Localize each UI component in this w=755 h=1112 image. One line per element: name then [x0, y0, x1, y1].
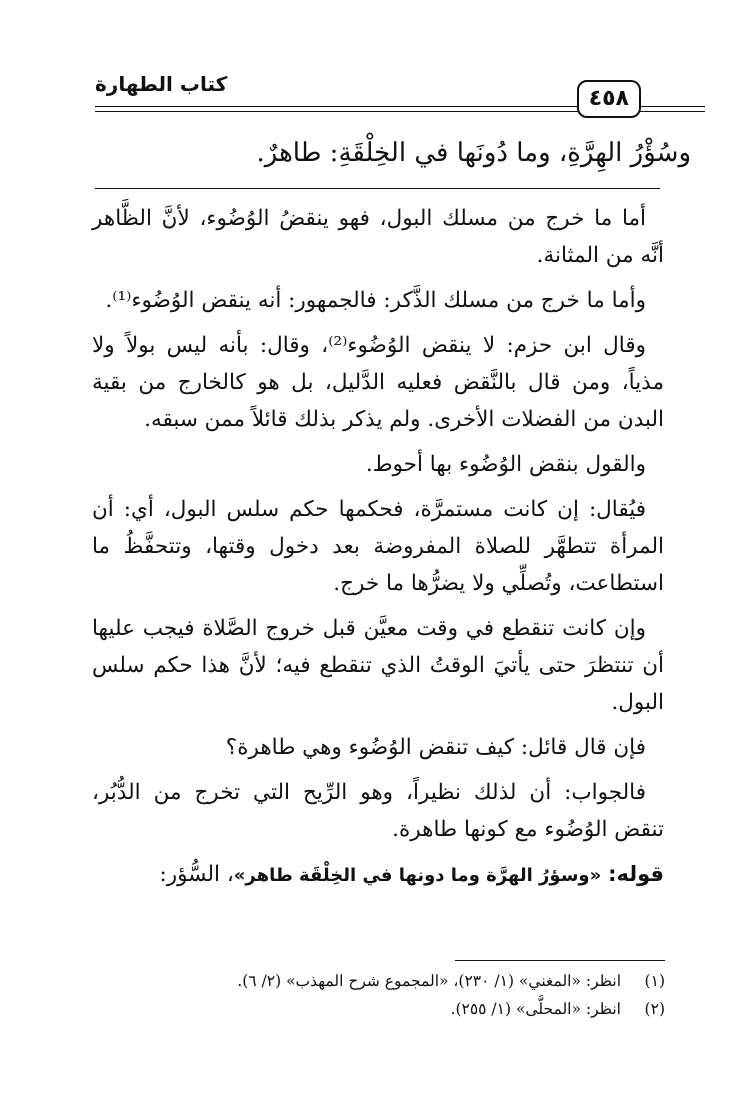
paragraph-continuation: ، السُّؤر:	[159, 862, 234, 887]
page-header	[95, 70, 705, 120]
footnotes	[180, 967, 665, 1023]
paragraph: فيُقال: إن كانت مستمرَّة، فحكمها حكم سلس البول، أي: أن المرأة تتطهَّر للصلاة المفروضة بعد دخول وقتها، وتتحفَّظُ ما استطاعت، وتُصلِّي ولا يضرُّها ما خرج.	[92, 497, 664, 596]
paragraph: فإن قال قائل: كيف تنقض الوُضُوء وهي طاهرة؟	[225, 735, 646, 760]
footnote-text: انظر: «المحلَّى» (١/ ٢٥٥).	[450, 1000, 621, 1018]
book-title: كتاب الطهارة	[95, 72, 233, 96]
footnote-divider	[455, 960, 665, 961]
footnote-item	[180, 967, 665, 995]
footnote-number: (٢)	[644, 1000, 665, 1018]
paragraph: والقول بنقض الوُضُوء بها أحوط.	[365, 452, 646, 477]
page-number: ٤٥٨	[577, 80, 641, 118]
footnote-number: (١)	[644, 972, 665, 990]
paragraph: وأما ما خرج من مسلك الذَّكر: فالجمهور: أنه ينقض الوُضُوء⁽¹⁾.	[105, 288, 646, 313]
qawluh-paragraph	[92, 856, 664, 894]
footnote-item	[180, 995, 665, 1023]
matn-divider	[95, 188, 660, 189]
paragraph: وإن كانت تنقطع في وقت معيَّن قبل خروج الصَّلاة فيجب عليها أن تنتظرَ حتى يأتيَ الوقتُ الذي تنقطع فيه؛ لأنَّ هذا حكم سلس البول.	[92, 616, 664, 715]
qawluh-label: قوله:	[608, 862, 664, 886]
paragraph: فالجواب: أن لذلك نظيراً، وهو الرِّيح التي تخرج من الدُّبُر، تنقض الوُضُوء مع كونها طاهرة.	[92, 780, 664, 842]
commentary-body	[92, 200, 664, 902]
paragraph: أما ما خرج من مسلك البول، فهو ينقضُ الوُضُوء، لأنَّ الظَّاهر أنَّه من المثانة.	[92, 206, 664, 268]
matn-quote: «وسؤرُ الهرَّة وما دونها في الخِلْقَة طاهر»	[233, 865, 602, 886]
paragraph: وقال ابن حزم: لا ينقض الوُضُوء⁽²⁾، وقال: بأنه ليس بولاً ولا مذياً، ومن قال بالنَّقض فعليه الدَّليل، بل هو كالخارج من بقية البدن من الفضلات الأخرى. ولم يذكر بذلك قائلاً ممن سبقه.	[92, 333, 664, 432]
matn-text: وسُؤْرُ الهِرَّةِ، وما دُونَها في الخِلْقَةِ: طاهرٌ.	[256, 138, 691, 168]
footnote-text: انظر: «المغني» (١/ ٢٣٠)، «المجموع شرح المهذب» (٢/ ٦).	[237, 972, 621, 990]
